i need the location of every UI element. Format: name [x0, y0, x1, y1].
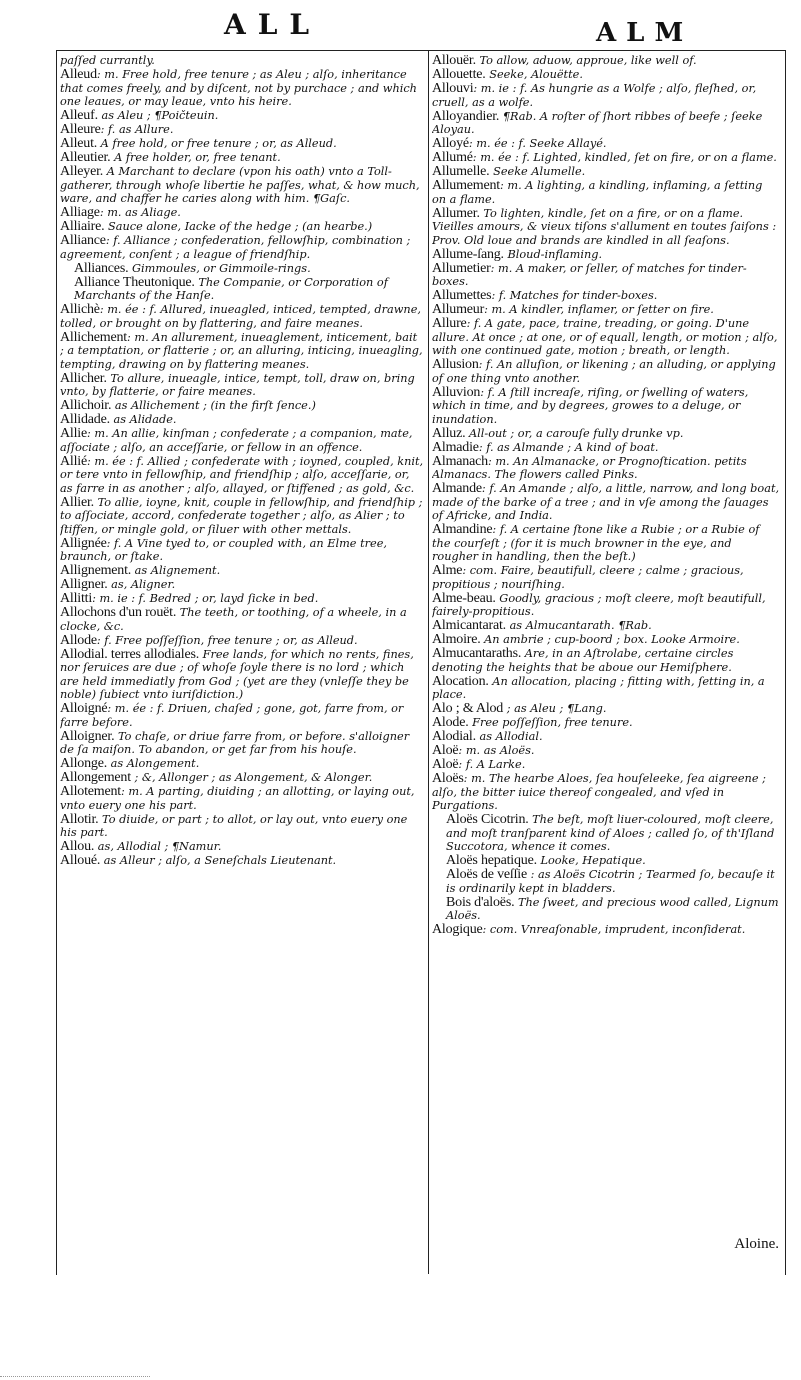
- entry-headword: Allonge.: [60, 756, 108, 771]
- dictionary-entry: [432, 303, 780, 317]
- entry-headword: Allumeur: [432, 302, 485, 317]
- dictionary-entry: [60, 578, 424, 592]
- entry-definition: : m. ée : f. Allied ; confederate with ; ioyned, coupled, knit, or tere vnto in fellowſhip, and friendſhip ; alſo, acceſſarie, or, as farre in as another ; alſo, allayed, or ſtiffened ; as gold, &c.: [60, 454, 424, 495]
- entry-definition: : f. Free poſſeſſion, free tenure ; or, as Alleud.: [96, 633, 358, 647]
- entry-definition: : m. A lighting, a kindling, inflaming, a ſetting on a flame.: [432, 179, 763, 206]
- entry-headword: Allichè: [60, 302, 100, 317]
- entry-headword: Almande: [432, 481, 482, 496]
- entry-headword: Alogique: [432, 922, 483, 937]
- entry-definition: Seeke Alumelle.: [489, 165, 586, 178]
- entry-headword: Alligner.: [60, 577, 108, 592]
- entry-headword: Alliage: [60, 205, 100, 220]
- entry-headword: Allichement: [60, 329, 128, 345]
- dictionary-entry: [432, 813, 780, 854]
- dictionary-entry: [432, 675, 780, 702]
- entry-definition: : m. A maker, or ſeller, of matches for tinder-boxes.: [432, 261, 747, 288]
- entry-headword: Allidade.: [60, 412, 110, 427]
- entry-definition: paſſed currantly.: [60, 54, 155, 67]
- entry-headword: Allodial. terres allodiales.: [60, 646, 200, 662]
- entry-headword: Allumelle.: [432, 164, 490, 179]
- entry-definition: : m. ie : f. As hungrie as a Wolfe ; alſo, fleſhed, or, cruell, as a wolfe.: [432, 82, 757, 109]
- entry-definition: : com. Faire, beautifull, cleere ; calme ; gracious, propitious ; nouriſhing.: [432, 564, 744, 591]
- entry-headword: Alleud: [60, 67, 97, 82]
- entry-headword: Allouette.: [432, 67, 486, 82]
- dictionary-entry: [60, 413, 424, 427]
- dictionary-entry: [60, 730, 424, 757]
- entry-headword: Allumettes: [432, 288, 492, 303]
- dictionary-entry: [60, 771, 424, 785]
- entry-definition: : com. Vnreaſonable, imprudent, inconſiderat.: [482, 923, 746, 936]
- entry-definition: : m. as Aloës.: [458, 744, 535, 757]
- entry-headword: Bois d'aloës.: [446, 894, 515, 910]
- entry-headword: Allouër.: [432, 54, 476, 68]
- entry-definition: Seeke, Alouëtte.: [485, 68, 583, 81]
- entry-definition: An allocation, placing ; fitting with, ſetting in, a place.: [432, 674, 765, 701]
- entry-definition: : m. An allurement, inueaglement, inticement, bait ; a temptation, or flatterie ; or, an alluring, inticing, inueagling, tempting, drawing on by flattering meanes.: [60, 330, 423, 371]
- dictionary-entry: [432, 151, 780, 165]
- dictionary-entry: [432, 82, 780, 109]
- entry-definition: : m. A parting, diuiding ; an allotting, or laying out, vnto euery one his part.: [60, 785, 415, 812]
- dictionary-entry: [60, 427, 424, 454]
- dictionary-entry: [60, 206, 424, 220]
- dictionary-entry: [432, 358, 780, 385]
- entry-definition: To diuide, or part ; to allot, or lay out, vnto euery one his part.: [60, 812, 408, 839]
- entry-headword: Allumement: [432, 178, 500, 193]
- entry-headword: Alliaire.: [60, 219, 105, 234]
- dictionary-entry: [432, 744, 780, 758]
- dictionary-entry: [432, 317, 780, 358]
- entry-headword: Allumer.: [432, 205, 480, 221]
- dictionary-entry: [60, 840, 424, 854]
- entry-headword: Allouvi: [432, 81, 474, 96]
- dictionary-entry: [60, 109, 424, 123]
- entry-definition: ; &, Allonger ; as Alongement, & Alonger.: [130, 771, 373, 784]
- entry-headword: Alloué.: [60, 853, 101, 868]
- entry-headword: Aloës hepatique.: [446, 853, 537, 868]
- entry-definition: : m. as Aliage.: [99, 206, 181, 219]
- dictionary-entry: [60, 262, 424, 276]
- entry-definition: : f. A Larke.: [458, 758, 526, 771]
- entry-definition: : f. An alluſion, or likening ; an alluding, or applying of one thing vnto another.: [432, 358, 776, 385]
- dictionary-entry: [60, 592, 424, 606]
- entry-headword: Alodial.: [432, 729, 476, 744]
- dictionary-entry: [60, 137, 424, 151]
- entry-headword: Allure: [432, 316, 467, 331]
- dictionary-entry: [60, 54, 424, 68]
- dictionary-entry: [432, 289, 780, 303]
- entry-headword: Allie: [60, 426, 87, 441]
- entry-definition: : f. A ſtill increaſe, riſing, or ſwelling of waters, which in time, and by degrees, growes to a deluge, or inundation.: [432, 385, 749, 426]
- dictionary-entry: [60, 68, 424, 109]
- entry-headword: Alluvion: [432, 384, 481, 400]
- entry-definition: : f. Alliance ; confederation, fellowſhip, combination ; agreement, conſent ; a league of friendſhip.: [60, 234, 411, 261]
- entry-headword: Alleut.: [60, 136, 98, 151]
- dictionary-entry: [60, 702, 424, 729]
- entry-headword: Allumé: [432, 150, 473, 165]
- entry-definition: as Almucantarath. ¶Rab.: [505, 619, 652, 632]
- dictionary-entry: [432, 730, 780, 744]
- catchword: Aloine.: [734, 1236, 779, 1252]
- entry-headword: Allignement.: [60, 563, 132, 578]
- dictionary-entry: [432, 441, 780, 455]
- entry-definition: All-out ; or, a carouſe fully drunke vp.: [465, 426, 684, 440]
- entry-headword: Aloë: [432, 757, 459, 772]
- dictionary-entry: [60, 331, 424, 372]
- dictionary-entry: [60, 165, 424, 206]
- dictionary-entry: [432, 427, 780, 441]
- entry-headword: Allotir.: [60, 811, 99, 827]
- entry-definition: : m. Free hold, free tenure ; as Aleu ; alſo, inheritance that comes freely, and by diſcent, not by purchace ; and which one leaues, or may leaue, vnto his heire.: [60, 68, 417, 108]
- entry-definition: as, Aligner.: [107, 578, 176, 591]
- entry-headword: Aloës de veſſie: [446, 867, 527, 882]
- entry-definition: : m. An allie, kinſman ; confederate ; a companion, mate, aſſociate ; alſo, an acceſſarie, or fellow in an offence.: [60, 427, 413, 454]
- entry-definition: Free poſſeſſion, free tenure.: [468, 716, 633, 729]
- entry-definition: Bloud-inflaming.: [503, 247, 603, 261]
- entry-headword: Alode.: [432, 715, 469, 730]
- dictionary-entry: [60, 813, 424, 840]
- entry-headword: Alleutier.: [60, 150, 111, 165]
- entry-definition: : f. An Amande ; alſo, a little, narrow, and long boat, made of the barke of a tree ; and in vſe among the ſauages of Africke, and India.: [432, 482, 780, 522]
- entry-definition: : m. The hearbe Aloes, ſea houſeleeke, ſea aigreene ; alſo, the bitter iuice thereof congealed, and vſed in Purgations.: [432, 772, 766, 812]
- dictionary-entry: [60, 496, 424, 537]
- entry-definition: : m. ée : f. Lighted, kindled, ſet on fire, or on a flame.: [472, 151, 777, 164]
- entry-headword: Almandine: [432, 522, 493, 537]
- entry-headword: Alleuf.: [60, 108, 98, 123]
- entry-definition: Are, in an Aſtrolabe, certaine circles denoting the heights that be aboue our Hemiſphere.: [432, 647, 734, 674]
- dictionary-entry: [60, 785, 424, 812]
- dictionary-entry: [432, 592, 780, 619]
- dictionary-entry: [432, 854, 780, 868]
- left-column: [60, 54, 424, 1272]
- dictionary-entry: [432, 54, 780, 68]
- dictionary-entry: [432, 868, 780, 895]
- dictionary-entry: [432, 179, 780, 206]
- dictionary-entry: [60, 151, 424, 165]
- entry-definition: as Allodial.: [475, 730, 543, 743]
- entry-definition: The ſweet, and precious wood called, Lignum Aloës.: [446, 895, 779, 922]
- entry-headword: Allode: [60, 632, 97, 648]
- entry-definition: To allie, ioyne, knit, couple in fellowſhip, and friendſhip ; to aſſociate, accord, confederate together ; alſo, as Alier ; to ſtiffen, or mingle gold, or ſiluer with other mettals.: [60, 495, 423, 536]
- dictionary-entry: [432, 455, 780, 482]
- entry-headword: Allotement: [60, 784, 121, 799]
- entry-headword: Almoire.: [432, 632, 481, 647]
- dictionary-entry: [432, 110, 780, 137]
- entry-headword: Alluz.: [432, 425, 466, 441]
- entry-headword: Almadie: [432, 439, 479, 455]
- dictionary-entry: [60, 606, 424, 633]
- entry-definition: as, Allodial ; ¶Namur.: [94, 840, 222, 853]
- entry-definition: Free lands, for which no rents, fines, nor ſeruices are due ; of whoſe ſoyle there is no lord ; which are held immediatly from God ; (yet are they (vnleſſe they be noble) ſubiect vnto iuriſdiction.): [60, 647, 414, 701]
- dictionary-entry: [432, 564, 780, 591]
- entry-definition: : f. Matches for tinder-boxes.: [491, 289, 658, 302]
- entry-headword: Allochons d'un rouët.: [60, 605, 177, 620]
- entry-headword: Alocation.: [432, 673, 489, 689]
- dictionary-entry: [432, 702, 780, 716]
- entry-headword: Alloigner.: [60, 728, 115, 744]
- entry-headword: Alliance: [60, 233, 106, 248]
- entry-definition: To allow, aduow, approue, like well of.: [475, 54, 697, 67]
- entry-headword: Alme-beau.: [432, 590, 496, 606]
- dictionary-entry: [432, 165, 780, 179]
- entry-headword: Allou.: [60, 839, 95, 854]
- entry-definition: The beſt, moſt liuer-coloured, moſt cleere, and moſt tranſparent kind of Aloes ; called ſo, of th'Iſland Succotora, whence it comes.: [446, 813, 775, 853]
- entry-definition: Goodly, gracious ; moſt cleere, moſt beautifull, fairely-propitious.: [432, 591, 766, 618]
- running-header: [56, 6, 796, 50]
- entry-definition: The teeth, or toothing, of a wheele, in a clocke, &c.: [60, 606, 407, 633]
- entry-headword: Alleure: [60, 122, 101, 137]
- entry-definition: A free holder, or, free tenant.: [110, 151, 281, 164]
- entry-definition: : m. A kindler, inflamer, or ſetter on fire.: [484, 303, 714, 316]
- entry-headword: Allié: [60, 453, 87, 469]
- dictionary-entry: [432, 262, 780, 289]
- entry-definition: : m. An Almanacke, or Prognoſtication. petits Almanacs. The flowers called Pinks.: [432, 454, 747, 481]
- dictionary-entry: [60, 220, 424, 234]
- entry-headword: Aloës Cicotrin.: [446, 812, 529, 827]
- entry-headword: Alliance Theutonique.: [74, 274, 195, 290]
- dictionary-entry: [60, 854, 424, 868]
- entry-headword: Almanach: [432, 453, 488, 469]
- entry-definition: : f. as Almande ; A kind of boat.: [478, 440, 659, 454]
- entry-definition: as Alignement.: [131, 564, 221, 577]
- header-right: ALM: [596, 18, 694, 48]
- entry-headword: Allier.: [60, 494, 94, 510]
- dictionary-entry: [432, 68, 780, 82]
- dictionary-entry: [60, 303, 424, 330]
- right-column: [432, 54, 780, 1272]
- dictionary-entry: [60, 648, 424, 702]
- dictionary-entry: [432, 716, 780, 730]
- entry-headword: Alloyé: [432, 136, 469, 151]
- entry-definition: Looke, Hepatique.: [536, 854, 646, 867]
- entry-headword: Alleyer.: [60, 164, 104, 179]
- entry-definition: To allure, inueagle, intice, tempt, toll, draw on, bring vnto, by flatterie, or faire meanes.: [60, 371, 415, 398]
- dictionary-entry: [60, 757, 424, 771]
- entry-definition: ¶Rab. A roſter of ſhort ribbes of beefe ; ſeeke Aloyau.: [432, 109, 763, 136]
- entry-headword: Alloigné: [60, 701, 108, 716]
- dictionary-entry: [60, 372, 424, 399]
- dictionary-entry: [432, 523, 780, 564]
- dictionary-entry: [432, 619, 780, 633]
- entry-definition: A free hold, or free tenure ; or, as Alleud.: [97, 137, 337, 150]
- entry-definition: : f. A certaine ſtone like a Rubie ; or a Rubie of the courſeſt ; (for it is much browner in the eye, and rougher in handling, then the beſt.): [432, 523, 760, 563]
- entry-headword: Alme: [432, 563, 463, 578]
- entry-headword: Allume-ſang.: [432, 246, 504, 262]
- entry-definition: Gimmoules, or Gimmoile-rings.: [128, 261, 311, 275]
- entry-headword: Allumetier: [432, 260, 491, 276]
- entry-definition: as Aleu ; ¶Poičteuin.: [97, 109, 219, 122]
- entry-headword: Allongement: [60, 770, 131, 785]
- dictionary-entry: [432, 647, 780, 674]
- entry-definition: An ambrie ; cup-boord ; box. Looke Armoire.: [480, 633, 740, 646]
- entry-definition: : m. ée : f. Allured, inueagled, inticed, tempted, drawne, tolled, or brought on by flattering, and faire meanes.: [60, 303, 421, 330]
- entry-definition: : m. ée : f. Seeke Allayé.: [468, 137, 607, 150]
- entry-definition: Sauce alone, Iacke of the hedge ; (an hearbe.): [104, 220, 373, 233]
- dictionary-entry: [60, 634, 424, 648]
- dictionary-entry: [432, 248, 780, 262]
- entry-headword: Alloyandier.: [432, 108, 500, 124]
- entry-definition: as Alidade.: [109, 413, 177, 426]
- entry-headword: Allignée: [60, 535, 107, 551]
- entry-definition: To chaſe, or driue farre from, or before. s'alloigner de ſa maiſon. To abandon, or get far from his houſe.: [60, 729, 410, 756]
- entry-definition: A Marchant to declare (vpon his oath) vnto a Toll-gatherer, through whoſe libertie he paſſes, what, & how much, ware, and chaffer he caries along with him. ¶Gaſc.: [60, 165, 420, 205]
- entry-headword: Allusion: [432, 357, 479, 372]
- dictionary-entry: [432, 923, 780, 937]
- entry-headword: Alo ; & Alod: [432, 701, 504, 716]
- entry-definition: as Alleur ; alſo, a Seneſchals Lieutenant.: [100, 854, 337, 867]
- dictionary-entry: [432, 772, 780, 813]
- entry-definition: To lighten, kindle, ſet on a fire, or on a flame. Vieilles amours, & vieux tiſons s'allument en toutes ſaiſons : Prov. Old loue and brands are kindled in all ſeaſons.: [432, 206, 777, 247]
- entry-headword: Almicantarat.: [432, 618, 506, 633]
- dictionary-entry: [432, 482, 780, 523]
- dictionary-entry: [432, 137, 780, 151]
- entry-headword: Almucantaraths.: [432, 646, 522, 661]
- dictionary-entry: [60, 564, 424, 578]
- entry-definition: as Allichement ; (in the firſt ſence.): [111, 399, 316, 412]
- entry-headword: Alliances.: [74, 260, 129, 276]
- entry-definition: as Alongement.: [107, 757, 200, 770]
- dictionary-entry: [60, 399, 424, 413]
- column-divider: [428, 50, 429, 1274]
- footer-rule: [0, 1376, 150, 1377]
- entry-headword: Allichoir.: [60, 398, 112, 413]
- entry-headword: Allicher.: [60, 370, 107, 386]
- dictionary-entry: [60, 455, 424, 496]
- dictionary-entry: [60, 537, 424, 564]
- entry-definition: : f. A Vine tyed to, or coupled with, an Elme tree, braunch, or ſtake.: [60, 536, 387, 563]
- entry-headword: Allitti: [60, 591, 93, 606]
- dictionary-entry: [60, 123, 424, 137]
- dictionary-entry: [432, 207, 780, 248]
- entry-definition: : f. A gate, pace, traine, treading, or going. D'une allure. At once ; at one, or of equall, length, or motion ; alſo, with one continued gate, motion ; breath, or length.: [432, 317, 778, 357]
- entry-definition: : m. ée : f. Driuen, chaſed ; gone, got, farre from, or farre before.: [60, 702, 404, 729]
- dictionary-entry: [60, 234, 424, 261]
- dictionary-entry: [432, 633, 780, 647]
- dictionary-entry: [60, 276, 424, 303]
- dictionary-entry: [432, 386, 780, 427]
- entry-headword: Aloë: [432, 743, 459, 758]
- header-left: ALL: [224, 8, 322, 41]
- entry-definition: : as Aloës Cicotrin ; Tearmed ſo, becauſe it is ordinarily kept in bladders.: [446, 868, 775, 895]
- entry-definition: : f. as Allure.: [100, 123, 174, 136]
- entry-headword: Aloës: [432, 771, 464, 786]
- entry-definition: The Companie, or Corporation of Marchants of the Hanſe.: [74, 275, 388, 302]
- dictionary-entry: [432, 758, 780, 772]
- entry-definition: ; as Aleu ; ¶Lang.: [503, 702, 607, 715]
- entry-definition: : m. ie : f. Bedred ; or, layd ſicke in bed.: [92, 592, 319, 605]
- dictionary-entry: [432, 896, 780, 923]
